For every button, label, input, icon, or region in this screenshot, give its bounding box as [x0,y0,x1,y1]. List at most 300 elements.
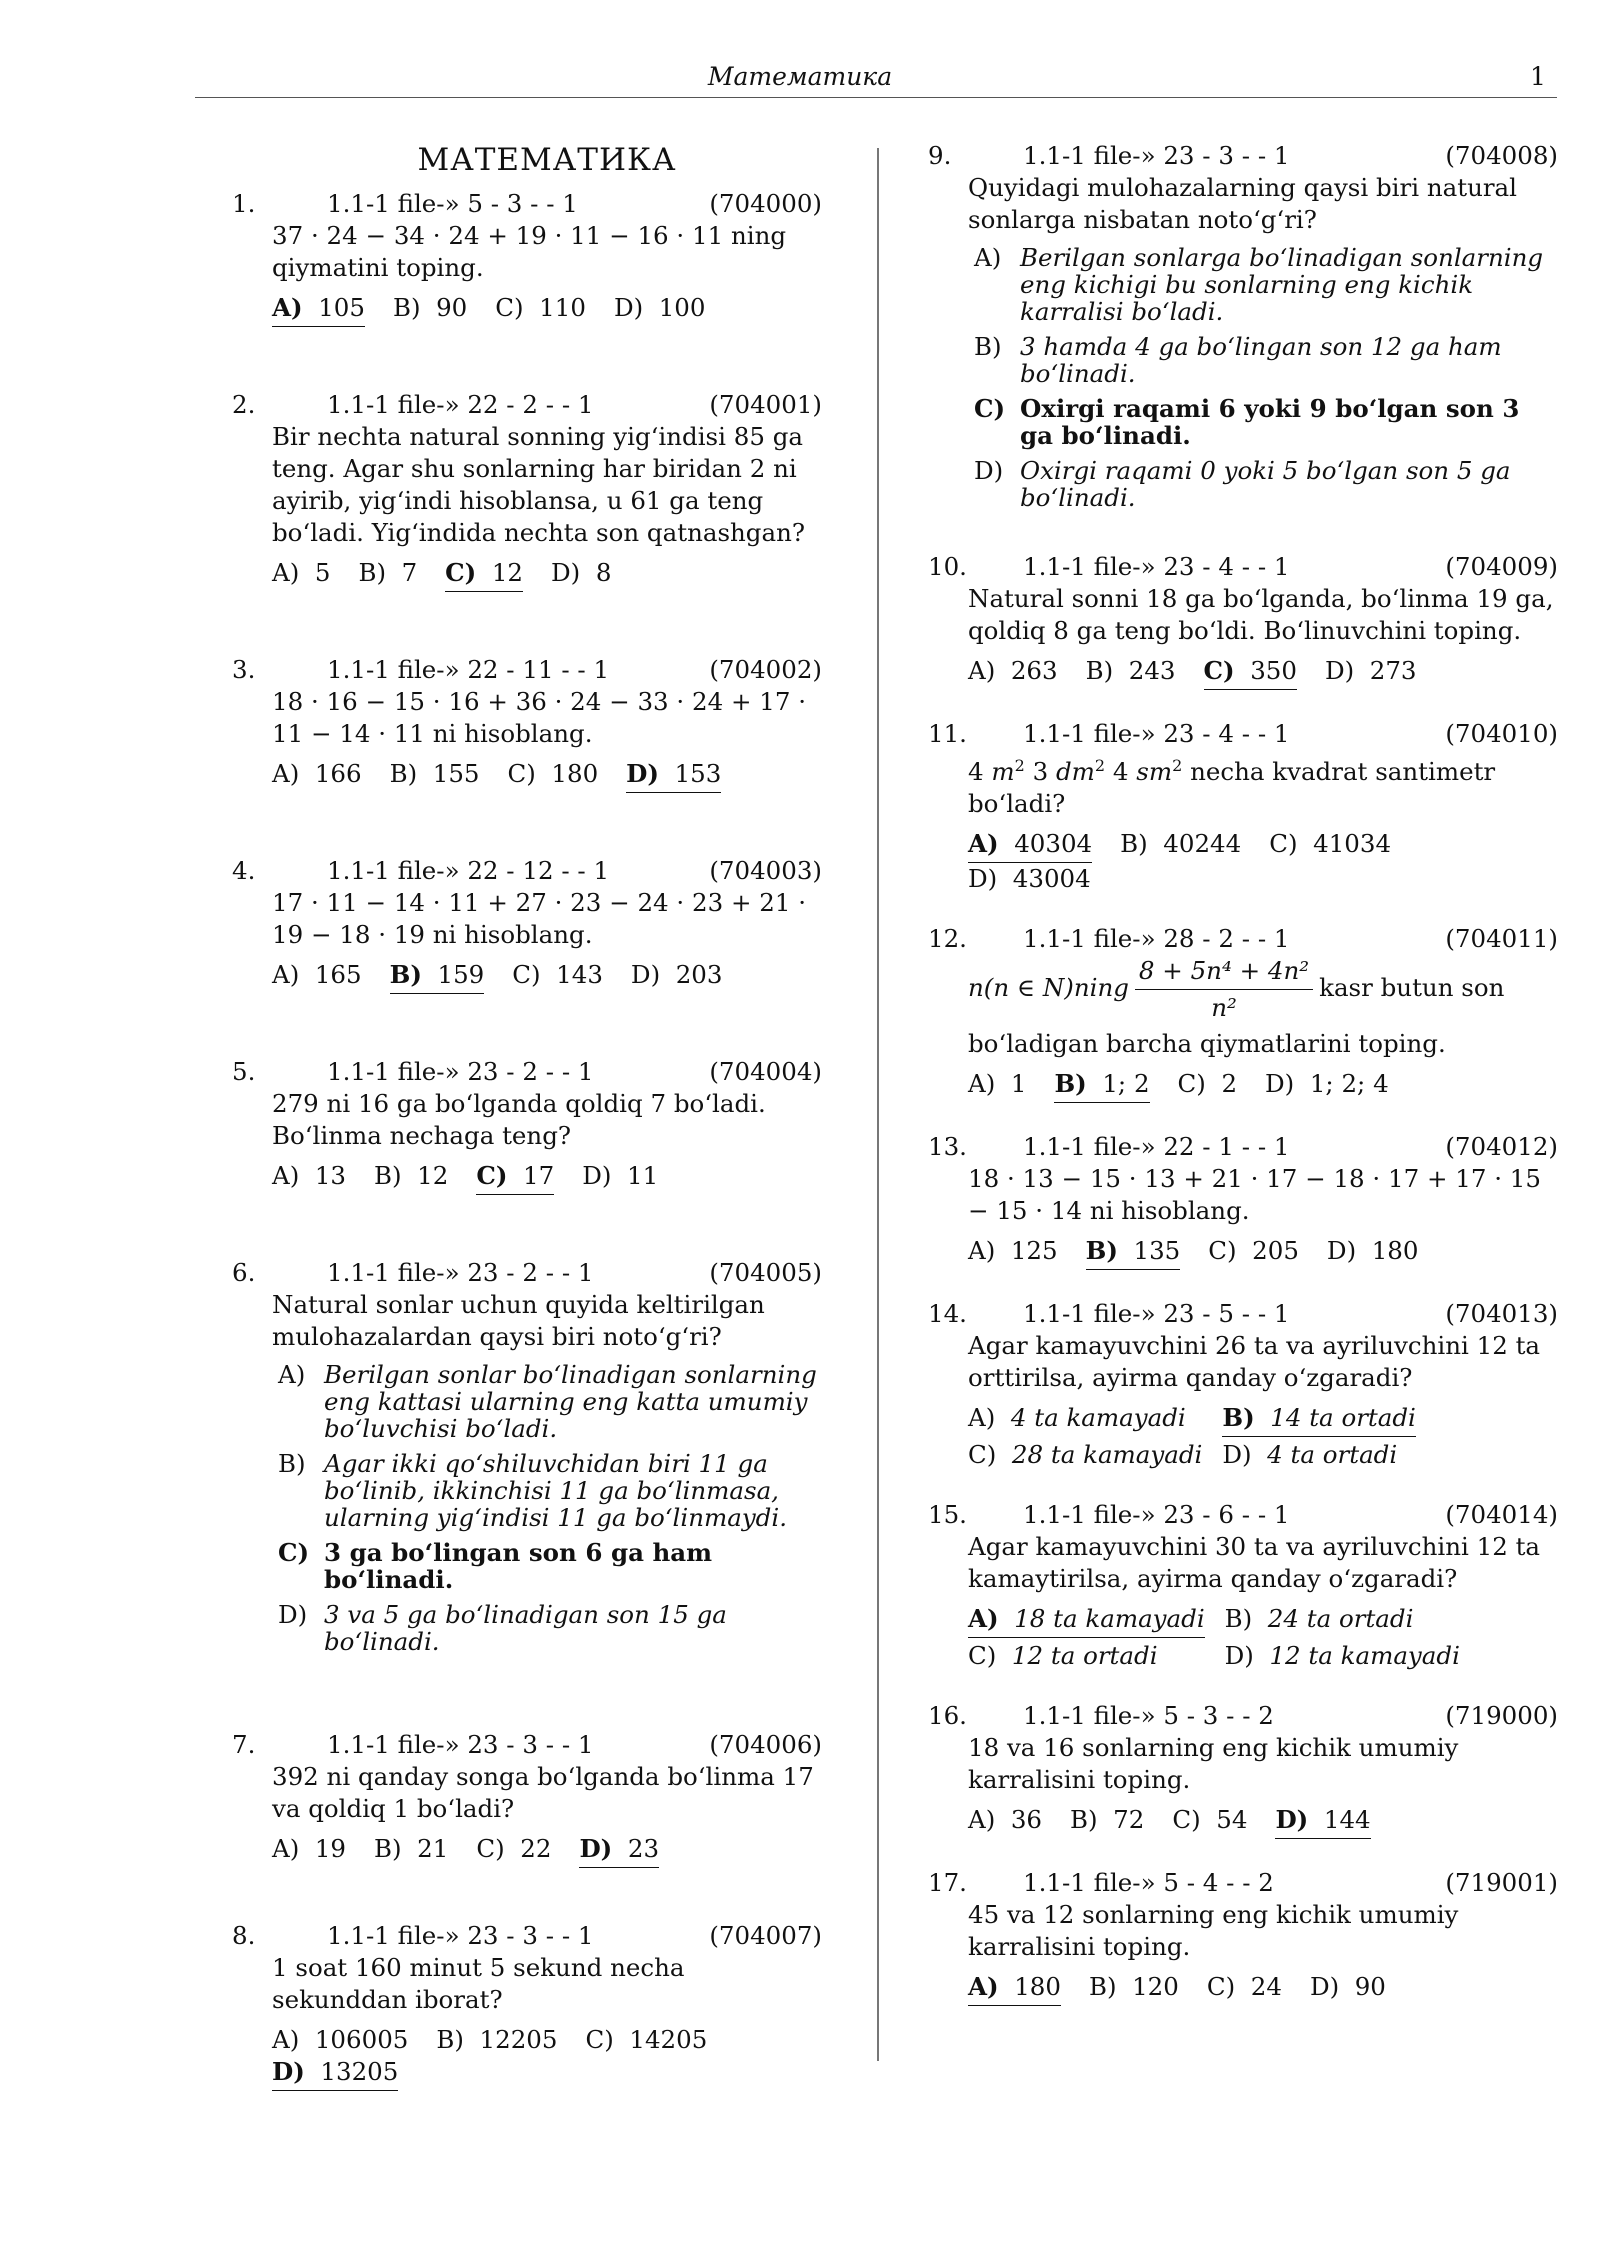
question-number: 2. [232,390,256,419]
option-text: Oxirgi raqami 0 yoki 5 bo‘lgan son 5 ga bo‘linadi. [1020,456,1511,512]
page-header-title: Математика [707,62,893,91]
question-item [928,1499,1558,1672]
question-item [928,1298,1558,1471]
option-letter: B) [374,1161,402,1190]
option-text: 12 [417,1161,449,1190]
option-text: 12 [491,558,524,587]
header-rule [195,97,1557,98]
answer-option[interactable] [968,1804,1042,1836]
question-body [272,220,822,327]
option-text: 4 ta kamayadi [1010,1403,1186,1433]
option-text: Berilgan sonlarga bo‘linadigan sonlarning eng kichigi bu sonlarning eng kichik karralisi bo‘ladi. [1020,243,1544,326]
answer-option[interactable] [278,1361,822,1442]
option-letter: C) [445,558,477,587]
option-letter: D) [272,2057,305,2086]
option-text: 3 hamda 4 ga bo‘lingan son 12 ga ham bo‘linadi. [1020,332,1502,388]
question-number: 12. [928,924,967,954]
options-list [968,1603,1558,1672]
column-divider [877,148,879,2061]
option-letter: C) [512,960,541,989]
question-body [968,1732,1558,1839]
option-text: 2 [1221,1069,1238,1099]
exponent: 2 [1094,756,1106,775]
answer-option[interactable] [968,1402,1202,1437]
question-text: 37 · 24 − 34 · 24 + 19 · 11 − 16 · 11 ning qiymatini toping. [272,221,787,282]
option-letter: B) [1054,1069,1087,1099]
option-letter: C) [278,1538,310,1567]
answer-option[interactable] [1204,655,1297,690]
answer-option[interactable] [374,1833,448,1865]
question-source: 1.1-1 file-» 23 - 5 - - 1 [1023,1299,1290,1329]
left-column [232,140,822,2145]
option-text: 23 [627,1834,660,1863]
option-letter: B) [1088,1972,1117,2002]
answer-option[interactable] [1178,1068,1237,1100]
answer-option[interactable] [393,292,467,324]
option-text: 40244 [1163,829,1242,859]
question-number: 13. [928,1132,967,1162]
question-number: 6. [232,1258,256,1287]
question-text [968,955,1558,1060]
option-text: 106005 [314,2025,409,2054]
answer-option[interactable] [1207,1971,1282,2003]
option-letter: C) [968,1440,997,1470]
option-text: 41034 [1313,829,1392,859]
option-text: 72 [1113,1805,1145,1835]
question-body [968,1330,1558,1471]
question-header [232,654,822,686]
answer-option[interactable] [631,959,723,991]
answer-option[interactable] [476,1833,551,1865]
option-text: 350 [1250,656,1297,685]
option-letter: D) [630,960,661,989]
question-number: 11. [928,719,967,748]
question-body [968,1531,1558,1672]
option-text: 143 [556,960,603,989]
option-letter: B) [436,2025,464,2054]
question-header [232,188,822,220]
option-letter: A) [968,1604,999,1634]
option-letter: A) [968,1069,996,1099]
options-list [272,758,822,793]
answer-option[interactable] [974,333,1558,387]
question-text [968,750,1558,820]
option-letter: C) [1208,1236,1237,1266]
question-number: 7. [232,1730,256,1759]
option-letter: C) [585,2025,614,2054]
option-text: 243 [1128,656,1176,685]
question-code: (704012) [1445,1132,1558,1162]
option-letter: A) [968,1403,996,1433]
option-letter: D) [1265,1069,1295,1099]
answer-option[interactable] [1070,1804,1144,1836]
answer-option[interactable] [968,828,1092,863]
options-list [968,1235,1558,1270]
question-code: (704002) [709,655,822,684]
option-letter: B) [1224,1604,1253,1634]
option-letter: D) [1326,1236,1357,1266]
question-body [272,1761,822,1868]
question-number: 16. [928,1701,967,1731]
option-letter: B) [1085,656,1114,685]
question-item [928,1867,1558,2006]
question-source: 1.1-1 file-» 22 - 1 - - 1 [1023,1132,1290,1162]
answer-option[interactable] [968,863,1091,895]
fraction-numerator: 8 + 5n⁴ + 4n² [1135,955,1313,990]
answer-option[interactable] [1327,1235,1419,1267]
answer-option[interactable] [1208,1235,1299,1267]
answer-option[interactable] [974,244,1558,325]
answer-option[interactable] [512,959,603,991]
question-item [232,654,822,793]
answer-option[interactable] [614,292,706,324]
option-text: 3 va 5 ga bo‘linadigan son 15 ga bo‘linadi. [324,1600,727,1656]
right-column [928,140,1558,2060]
question-number: 9. [928,141,952,170]
question-number: 8. [232,1921,256,1950]
option-letter: A) [968,829,999,859]
text-fragment: 3 [1032,757,1049,787]
question-source: 1.1-1 file-» 23 - 2 - - 1 [327,1258,594,1287]
question-item [928,1131,1558,1270]
answer-option[interactable] [968,1603,1205,1638]
question-number: 14. [928,1299,967,1329]
answer-option[interactable] [278,1450,822,1531]
answer-option[interactable] [968,1971,1061,2006]
question-body [968,955,1558,1103]
text-fragment: 4 [968,757,984,787]
answer-option[interactable] [1225,1603,1460,1638]
option-text: 144 [1323,1805,1371,1835]
options-list [968,1402,1558,1471]
option-text: 8 [595,558,612,587]
option-letter: C) [476,1834,505,1863]
answer-option[interactable] [358,557,417,589]
question-source: 1.1-1 file-» 22 - 12 - - 1 [327,856,610,885]
question-body [968,172,1558,511]
option-text: 14205 [629,2025,708,2054]
option-text: 12205 [479,2025,558,2054]
question-header [928,140,1558,172]
answer-option[interactable] [1089,1971,1179,2003]
option-text: 180 [1371,1236,1419,1266]
option-text: 180 [1014,1972,1061,2002]
answer-option[interactable] [579,1833,659,1868]
answer-option[interactable] [582,1160,658,1192]
option-text: 17 [523,1161,555,1190]
option-letter: C) [974,394,1006,423]
answer-option[interactable] [272,292,365,327]
question-code: (704004) [709,1057,822,1086]
question-code: (704010) [1445,719,1558,748]
answer-option[interactable] [968,1068,1026,1100]
option-text: 273 [1369,656,1417,685]
option-letter: C) [1203,656,1235,685]
answer-option[interactable] [968,1640,1205,1672]
answer-option[interactable] [1222,1402,1416,1437]
answer-option[interactable] [551,557,611,589]
question-text: 392 ni qanday songa bo‘lganda bo‘linma 17 va qoldiq 1 bo‘ladi? [272,1762,814,1823]
options-list [968,1068,1558,1103]
answer-option[interactable] [968,1439,1202,1471]
exponent: 2 [1014,756,1025,775]
fraction [1135,955,1313,1024]
question-body [272,686,822,793]
answer-option[interactable] [974,395,1558,449]
option-text: 18 ta kamayadi [1014,1604,1205,1634]
options-list [968,244,1558,511]
option-text: 105 [318,293,365,322]
option-text: 36 [1010,1805,1043,1835]
option-text: 159 [437,960,485,989]
question-item [232,188,822,327]
unit-symbol: dm [1056,757,1095,787]
answer-option[interactable] [1325,655,1417,687]
question-text: Natural sonlar uchun quyida keltirilgan mulohazalardan qaysi biri noto‘g‘ri? [272,1290,765,1351]
question-header [232,389,822,421]
option-letter: A) [272,759,300,788]
options-list [272,557,822,592]
option-letter: A) [272,1834,300,1863]
option-letter: B) [1222,1403,1255,1433]
option-letter: A) [272,2025,300,2054]
question-number: 10. [928,552,967,581]
question-code: (704000) [709,189,822,218]
question-item [232,1920,822,2091]
option-text: 7 [401,558,418,587]
question-code: (704013) [1445,1299,1558,1329]
answer-option[interactable] [272,2024,408,2056]
option-letter: B) [974,332,1002,361]
option-letter: D) [1309,1972,1340,2002]
text-fragment: 4 [1112,757,1129,787]
option-letter: B) [1120,829,1148,859]
option-letter: A) [968,656,996,685]
question-number: 5. [232,1057,256,1086]
option-letter: B) [389,960,422,989]
answer-option[interactable] [272,1833,346,1865]
option-letter: C) [1206,1972,1236,2002]
answer-option[interactable] [1054,1068,1149,1103]
question-item [232,855,822,994]
question-code: (704007) [709,1921,822,1950]
answer-option[interactable] [585,2024,707,2056]
question-text: Agar kamayuvchini 30 ta va ayriluvchini 12 ta kamaytirilsa, ayirma qanday o‘zgaradi? [968,1532,1541,1594]
question-code: (719001) [1445,1868,1558,1898]
option-text: 166 [314,759,362,788]
question-header [928,923,1558,955]
page-number: 1 [1530,62,1546,91]
answer-option[interactable] [390,758,480,790]
question-text: 17 · 11 − 14 · 11 + 27 · 23 − 24 · 23 + 21 · 19 − 18 · 19 ni hisoblang. [272,888,807,949]
answer-option[interactable] [1120,828,1241,860]
option-letter: B) [392,293,421,322]
option-text: 203 [675,960,723,989]
option-text: 13205 [320,2057,399,2086]
answer-option[interactable] [1225,1640,1460,1672]
option-letter: A) [272,960,300,989]
answer-option[interactable] [1275,1804,1370,1839]
option-letter: B) [1070,1805,1098,1835]
option-letter: D) [1324,656,1355,685]
question-number: 1. [232,189,256,218]
question-header [928,718,1558,750]
question-body [272,1088,822,1195]
question-code: (704011) [1445,924,1558,954]
question-text: Quyidagi mulohazalarning qaysi biri natural sonlarga nisbatan noto‘g‘ri? [968,173,1518,234]
section-title: МАТЕМАТИКА [417,142,677,178]
question-source: 1.1-1 file-» 5 - 3 - - 1 [327,189,578,218]
options-list [968,828,1558,895]
answer-option[interactable] [508,758,599,790]
answer-option[interactable] [1086,655,1176,687]
option-letter: C) [968,1641,997,1671]
option-letter: C) [476,1161,508,1190]
option-letter: D) [613,293,644,322]
question-source: 1.1-1 file-» 23 - 3 - - 1 [1023,141,1290,170]
option-text: 54 [1216,1805,1248,1835]
option-text: 100 [658,293,706,322]
option-letter: C) [1177,1069,1206,1099]
option-letter: D) [626,759,660,788]
answer-option[interactable] [968,1235,1058,1267]
question-item [928,923,1558,1103]
options-list [272,2024,822,2091]
option-text: 120 [1132,1972,1179,2002]
option-letter: C) [495,293,524,322]
option-letter: D) [974,456,1004,485]
answer-option[interactable] [272,959,362,991]
answer-option[interactable] [374,1160,448,1192]
answer-option[interactable] [1269,828,1391,860]
option-letter: A) [974,243,1002,272]
option-text: 14 ta ortadi [1270,1403,1416,1433]
question-header [928,551,1558,583]
option-text: Berilgan sonlar bo‘linadigan sonlarning eng kattasi ularning eng katta umumiy bo‘luvchisi bo‘ladi. [324,1360,817,1443]
answer-option[interactable] [278,1601,822,1655]
question-source: 1.1-1 file-» 23 - 3 - - 1 [327,1730,594,1759]
option-text: 12 ta kamayadi [1269,1641,1460,1671]
option-text: 13 [314,1161,347,1190]
question-header [232,1257,822,1289]
option-text: 4 ta ortadi [1267,1440,1398,1470]
option-letter: A) [968,1805,996,1835]
options-list [272,1160,822,1195]
question-item [928,551,1558,690]
option-text: 21 [417,1834,449,1863]
option-text: 90 [436,293,468,322]
answer-option[interactable] [272,1160,346,1192]
option-text: 22 [520,1834,552,1863]
option-text: 24 ta ortadi [1267,1604,1414,1634]
option-text: 24 [1250,1972,1282,2002]
option-letter: D) [278,1600,308,1629]
option-text: 43004 [1012,864,1091,894]
answer-option[interactable] [390,959,485,994]
answer-option[interactable] [495,292,586,324]
question-code: (704001) [709,390,822,419]
answer-option[interactable] [1086,1235,1181,1270]
option-letter: A) [272,293,303,322]
option-letter: A) [968,1236,996,1266]
option-text: 90 [1354,1972,1386,2002]
text-fragment: kasr butun son [1319,973,1505,1003]
option-text: 11 [627,1161,659,1190]
option-letter: D) [551,558,581,587]
answer-option[interactable] [272,557,330,589]
answer-option[interactable] [272,758,362,790]
question-source: 1.1-1 file-» 23 - 3 - - 1 [327,1921,594,1950]
options-list [272,959,822,994]
question-source: 1.1-1 file-» 23 - 4 - - 1 [1023,719,1290,748]
option-letter: B) [358,558,386,587]
answer-option[interactable] [278,1539,822,1593]
option-text: 135 [1133,1236,1181,1266]
question-header [928,1298,1558,1330]
answer-option[interactable] [445,557,523,592]
answer-option[interactable] [1222,1439,1416,1471]
question-code: (704003) [709,856,822,885]
option-text: 40304 [1014,829,1093,859]
option-letter: D) [582,1161,612,1190]
question-header [232,1920,822,1952]
answer-option[interactable] [476,1160,554,1195]
answer-option[interactable] [272,2056,398,2091]
option-letter: A) [968,1972,999,2002]
option-letter: D) [1275,1805,1309,1835]
question-body [272,887,822,994]
question-number: 15. [928,1500,967,1530]
answer-option[interactable] [1172,1804,1247,1836]
question-source: 1.1-1 file-» 28 - 2 - - 1 [1023,924,1290,954]
option-text: 12 ta ortadi [1011,1641,1158,1671]
option-text: 153 [674,759,722,788]
answer-option[interactable] [1310,1971,1386,2003]
question-item [928,1700,1558,1839]
exponent: 2 [1172,756,1183,775]
unit-symbol: m [991,757,1015,787]
question-header [232,1056,822,1088]
question-source: 1.1-1 file-» 22 - 2 - - 1 [327,390,594,419]
question-item [232,1257,822,1655]
option-letter: A) [278,1360,306,1389]
option-letter: B) [374,1834,402,1863]
option-text: 3 ga bo‘lingan son 6 ga ham bo‘linadi. [324,1538,713,1594]
answer-option[interactable] [968,655,1058,687]
question-text: Agar kamayuvchini 26 ta va ayriluvchini 12 ta orttirilsa, ayirma qanday o‘zgaradi? [968,1331,1541,1393]
option-text: 1 [1010,1069,1027,1099]
question-code: (704008) [1445,141,1558,170]
option-text: 1; 2 [1102,1069,1150,1099]
question-source: 1.1-1 file-» 5 - 3 - - 2 [1023,1701,1274,1731]
option-text: 155 [432,759,480,788]
option-text: 205 [1252,1236,1299,1266]
option-text: 125 [1010,1236,1058,1266]
question-item [232,389,822,592]
answer-option[interactable] [1265,1068,1389,1100]
question-source: 1.1-1 file-» 5 - 4 - - 2 [1023,1868,1274,1898]
formula-prefix: n(n ∈ N)ning [968,973,1129,1003]
answer-option[interactable] [626,758,721,793]
option-letter: C) [1172,1805,1201,1835]
question-code: (704006) [709,1730,822,1759]
question-item [232,1056,822,1195]
answer-option[interactable] [974,457,1558,511]
answer-option[interactable] [436,2024,557,2056]
question-code: (704005) [709,1258,822,1287]
options-list [968,655,1558,690]
option-letter: D) [1222,1440,1252,1470]
